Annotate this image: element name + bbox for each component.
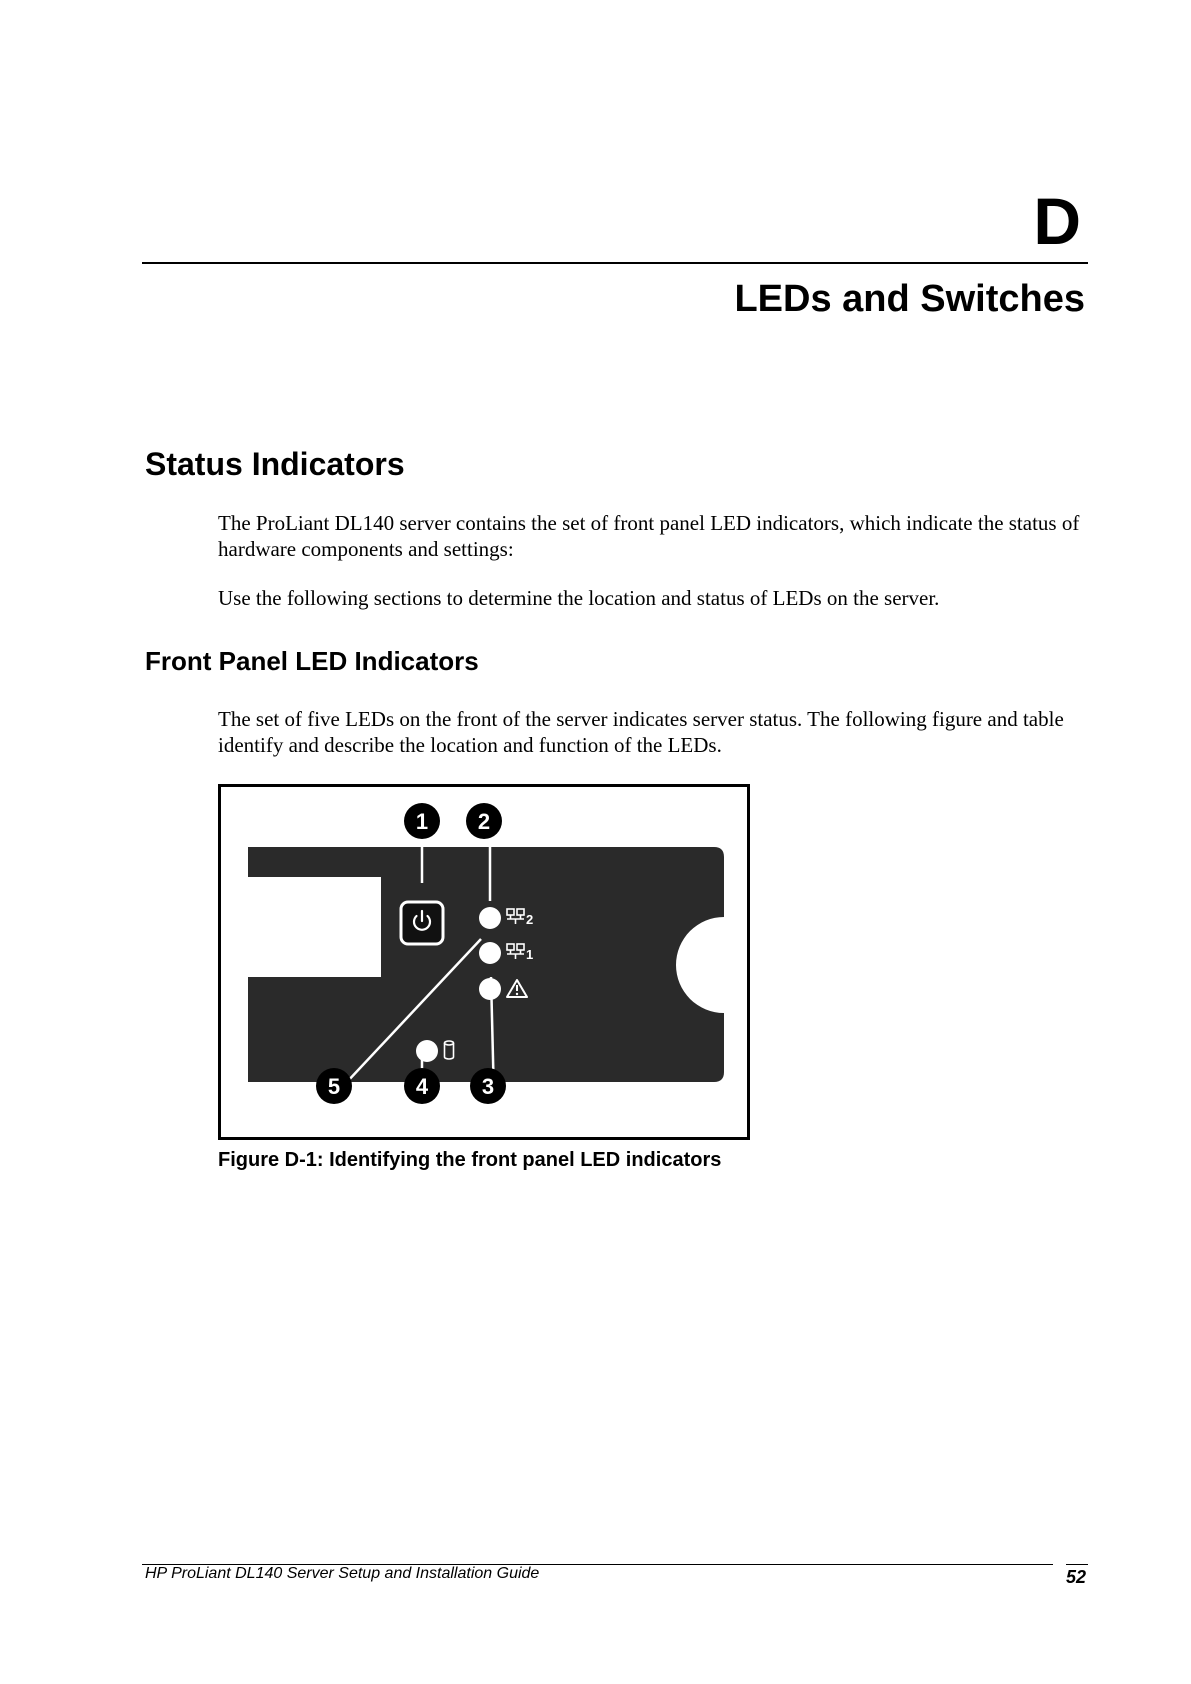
health-led (479, 978, 501, 1000)
callout-5-label: 5 (327, 1074, 341, 1099)
footer-title: HP ProLiant DL140 Server Setup and Installation Guide (145, 1565, 540, 1582)
front-panel-bezel (248, 847, 724, 1082)
page-number: 52 (1066, 1567, 1087, 1587)
callout-3-label: 3 (481, 1074, 495, 1099)
figure-caption: Figure D-1: Identifying the front panel LED indicators (218, 1149, 722, 1171)
power-button (401, 902, 443, 944)
chapter-rule (142, 262, 1088, 264)
callout-1 (404, 803, 440, 839)
chapter-title: LEDs and Switches (734, 278, 1085, 320)
nic-2-label: 2 (526, 912, 534, 927)
nic-2-led (479, 907, 501, 929)
front-panel-figure (218, 784, 750, 1140)
subsection-heading: Front Panel LED Indicators (145, 646, 479, 676)
nic-1-led (479, 942, 501, 964)
callout-4-label: 4 (415, 1074, 429, 1099)
callout-3 (470, 1068, 506, 1104)
callout-4 (404, 1068, 440, 1104)
nic-1-label: 1 (526, 947, 534, 962)
callout-5 (316, 1068, 352, 1104)
section-paragraph-1: The ProLiant DL140 server contains the set of front panel LED indicators, which indicate the status of hardware components and settings: (218, 511, 1080, 561)
section-paragraph-2: Use the following sections to determine the location and status of LEDs on the server. (218, 586, 940, 610)
section-heading: Status Indicators (145, 446, 405, 482)
chapter-letter: D (1033, 184, 1081, 258)
callout-2-label: 2 (477, 809, 491, 834)
hard-drive-led (416, 1040, 438, 1062)
callout-1-label: 1 (415, 809, 429, 834)
callout-2 (466, 803, 502, 839)
front-panel-diagram (221, 787, 747, 1137)
page-number-rule (1066, 1564, 1088, 1565)
subsection-paragraph: The set of five LEDs on the front of the server indicates server status. The following figure and table identify and describe the location and function of the LEDs. (218, 707, 1064, 757)
